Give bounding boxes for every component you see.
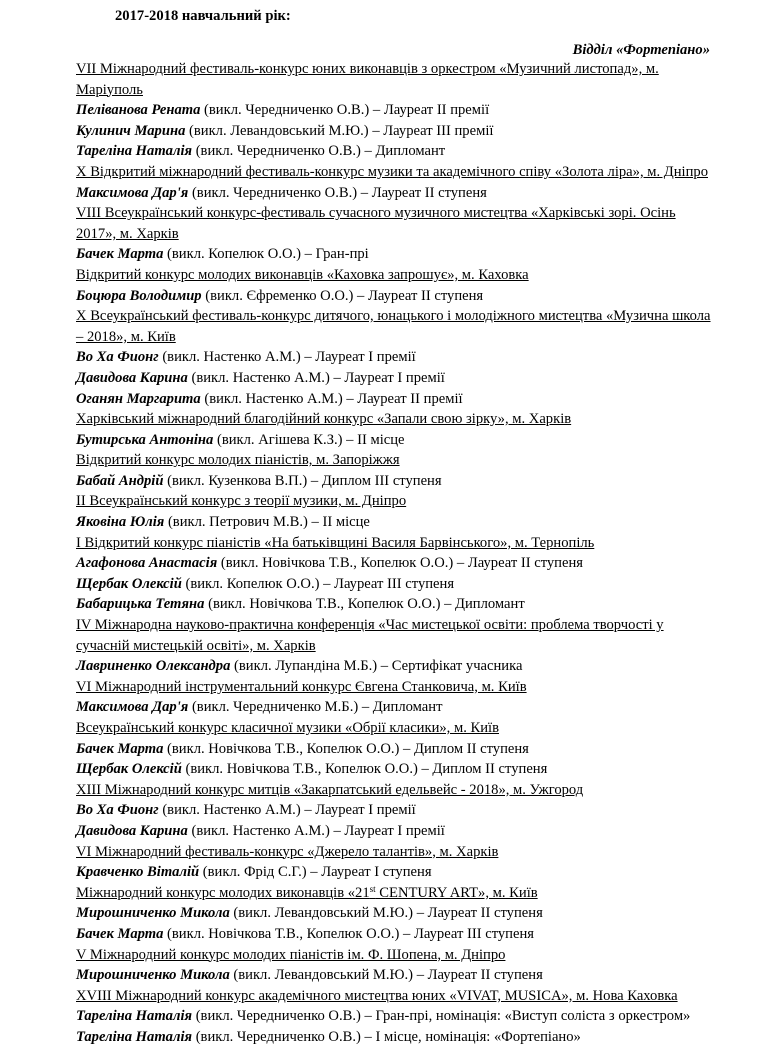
- student-name: Боцюра Володимир: [76, 287, 202, 304]
- competition-title: [76, 780, 712, 801]
- student-name: Бачек Марта: [76, 925, 164, 942]
- award-details: (викл. Новічкова Т.В., Копелюк О.О.) – Дипломант: [204, 596, 525, 613]
- result-line: [76, 697, 712, 718]
- competition-title-text: [76, 885, 538, 901]
- competition-title: [76, 409, 712, 430]
- student-name: Тареліна Наталія: [76, 143, 193, 160]
- competition-title-text: І Відкритий конкурс піаністів «На батьківщині Василя Барвінського», м. Тернопіль: [76, 534, 595, 551]
- result-line: [76, 141, 712, 162]
- result-line: [76, 656, 712, 677]
- student-name: Максимова Дар'я: [76, 699, 189, 716]
- result-line: [76, 389, 712, 410]
- competition-title: [76, 883, 712, 904]
- competition-title: [76, 306, 712, 347]
- competition-title: [76, 718, 712, 739]
- student-name: Бабарицька Тетяна: [76, 596, 205, 613]
- award-details: (викл. Копелюк О.О.) – Гран-прі: [163, 246, 369, 263]
- result-line: [76, 903, 712, 924]
- award-details: (викл. Кузенкова В.П.) – Диплом ІІІ ступеня: [163, 472, 442, 489]
- competition-title-text: Х Всеукраїнський фестиваль-конкурс дитячого, юнацького і молодіжного мистецтва «Музична школа – 2018», м. Київ: [76, 308, 711, 345]
- result-line: [76, 759, 712, 780]
- result-line: [76, 121, 712, 142]
- result-line: [76, 553, 712, 574]
- student-name: Мирошниченко Микола: [76, 905, 230, 922]
- result-line: [76, 924, 712, 945]
- student-name: Во Ха Фионг: [76, 802, 159, 819]
- competition-title-text: IV Міжнародна науково-практична конференція «Час мистецької освіти: проблема творчості у сучасній мистецькій освіті», м. Харків: [76, 617, 664, 654]
- competition-title: [76, 842, 712, 863]
- competition-title-text: Всеукраїнський конкурс класичної музики «Обрії класики», м. Київ: [76, 720, 499, 736]
- result-line: [76, 965, 712, 986]
- competition-title: [76, 203, 712, 244]
- competition-title-text: V Міжнародний конкурс молодих піаністів ім. Ф. Шопена, м. Дніпро: [76, 946, 506, 963]
- competition-title: [76, 162, 712, 183]
- student-name: Максимова Дар'я: [76, 184, 189, 201]
- student-name: Во Ха Фионг: [76, 349, 159, 366]
- result-line: [76, 800, 712, 821]
- student-name: Пеліванова Рената: [76, 102, 201, 119]
- award-details: (викл. Чередниченко О.В.) – Гран-прі, номінація: «Виступ соліста з оркестром»: [192, 1008, 691, 1025]
- award-details: (викл. Настенко А.М.) – Лауреат ІІ премії: [200, 390, 463, 407]
- student-name: Бабай Андрій: [76, 472, 164, 489]
- award-details: (викл. Чередниченко М.Б.) – Дипломант: [188, 699, 443, 716]
- competition-title-text: Відкритий конкурс молодих виконавців «Каховка запрошує», м. Каховка: [76, 266, 529, 283]
- result-line: [76, 244, 712, 265]
- award-details: (викл. Чередниченко О.В.) – І місце, номінація: «Фортепіано»: [192, 1028, 581, 1045]
- student-name: Кравченко Віталій: [76, 864, 200, 881]
- competition-title-text: ІІ Всеукраїнський конкурс з теорії музики, м. Дніпро: [76, 493, 407, 510]
- competition-title: [76, 945, 712, 966]
- result-line: [76, 183, 712, 204]
- student-name: Бачек Марта: [76, 740, 164, 757]
- student-name: Оганян Маргарита: [76, 390, 201, 407]
- result-line: [76, 594, 712, 615]
- achievements-list: [76, 59, 712, 1048]
- award-details: (викл. Єфременко О.О.) – Лауреат ІІ ступеня: [201, 287, 484, 304]
- student-name: Кулинич Марина: [76, 122, 186, 139]
- award-details: (викл. Настенко А.М.) – Лауреат І премії: [187, 822, 445, 839]
- competition-title-part: Міжнародний конкурс молодих виконавців «21: [76, 884, 370, 901]
- student-name: Мирошниченко Микола: [76, 967, 230, 984]
- competition-title: [76, 265, 712, 286]
- award-details: (викл. Настенко А.М.) – Лауреат І премії: [187, 369, 445, 386]
- award-details: (викл. Левандовський М.Ю.) – Лауреат ІІ ступеня: [229, 967, 543, 984]
- competition-title-text: ХVІІІ Міжнародний конкурс академічного мистецтва юних «VIVAT, MUSICA», м. Нова Каховка: [76, 987, 678, 1004]
- award-details: (викл. Левандовський М.Ю.) – Лауреат ІІІ премії: [185, 122, 494, 139]
- award-details: (викл. Новічкова Т.В., Копелюк О.О.) – Диплом ІІ ступеня: [163, 740, 529, 757]
- result-line: [76, 862, 712, 883]
- result-line: [76, 512, 712, 533]
- result-line: [76, 368, 712, 389]
- competition-title: [76, 677, 712, 698]
- competition-title: [76, 986, 712, 1007]
- student-name: Давидова Карина: [76, 369, 188, 386]
- competition-title-text: VI Міжнародний інструментальний конкурс Євгена Станковича, м. Київ: [76, 678, 527, 695]
- award-details: (викл. Копелюк О.О.) – Лауреат ІІІ ступеня: [181, 575, 455, 592]
- result-line: [76, 1027, 712, 1048]
- competition-title-part: CENTURY ART», м. Київ: [375, 884, 538, 901]
- award-details: (викл. Настенко А.М.) – Лауреат І премії: [158, 349, 416, 366]
- result-line: [76, 286, 712, 307]
- result-line: [76, 430, 712, 451]
- competition-title-text: VI Міжнародний фестиваль-конкурс «Джерело талантів», м. Харків: [76, 843, 499, 860]
- student-name: Тареліна Наталія: [76, 1028, 193, 1045]
- competition-title-text: Х Відкритий міжнародний фестиваль-конкурс музики та академічного співу «Золота ліра», м. Дніпро: [76, 163, 708, 180]
- award-details: (викл. Фрід С.Г.) – Лауреат І ступеня: [199, 864, 432, 881]
- student-name: Бачек Марта: [76, 246, 164, 263]
- student-name: Тареліна Наталія: [76, 1008, 193, 1025]
- student-name: Бутирська Антоніна: [76, 431, 214, 448]
- competition-title: [76, 450, 712, 471]
- award-details: (викл. Настенко А.М.) – Лауреат І премії: [158, 802, 416, 819]
- result-line: [76, 739, 712, 760]
- result-line: [76, 471, 712, 492]
- competition-title-text: Харківський міжнародний благодійний конкурс «Запали свою зірку», м. Харків: [76, 411, 572, 428]
- result-line: [76, 821, 712, 842]
- award-details: (викл. Лупандіна М.Б.) – Сертифікат учасника: [230, 658, 523, 675]
- award-details: (викл. Чередниченко О.В.) – Лауреат ІІ ступеня: [188, 184, 487, 201]
- competition-title: [76, 491, 712, 512]
- award-details: (викл. Агішева К.З.) – ІІ місце: [213, 431, 405, 448]
- competition-title: [76, 533, 712, 554]
- result-line: [76, 100, 712, 121]
- competition-title-text: VIII Всеукраїнський конкурс-фестиваль сучасного музичного мистецтва «Харківські зорі. Осінь 2017», м. Харків: [76, 205, 676, 242]
- student-name: Давидова Карина: [76, 822, 188, 839]
- competition-title: [76, 615, 712, 656]
- student-name: Яковіна Юлія: [76, 514, 165, 531]
- award-details: (викл. Новічкова Т.В., Копелюк О.О.) – Диплом ІІ ступеня: [181, 761, 548, 778]
- award-details: (викл. Чередниченко О.В.) – Дипломант: [192, 143, 446, 160]
- student-name: Щербак Олексій: [76, 761, 182, 778]
- award-details: (викл. Левандовський М.Ю.) – Лауреат ІІ ступеня: [229, 905, 543, 922]
- result-line: [76, 347, 712, 368]
- award-details: (викл. Новічкова Т.В., Копелюк О.О.) – Лауреат ІІ ступеня: [217, 555, 583, 572]
- competition-title-text: Відкритий конкурс молодих піаністів, м. Запоріжжя: [76, 452, 400, 469]
- result-line: [76, 574, 712, 595]
- competition-title-text: ХІІІ Міжнародний конкурс митців «Закарпатський едельвейс - 2018», м. Ужгород: [76, 781, 584, 798]
- competition-title-part: st: [369, 883, 376, 894]
- student-name: Лавриненко Олександра: [76, 658, 231, 675]
- result-line: [76, 1006, 712, 1027]
- competition-title-text: VII Міжнародний фестиваль-конкурс юних виконавців з оркестром «Музичний листопад», м. Маріуполь: [76, 61, 659, 98]
- award-details: (викл. Чередниченко О.В.) – Лауреат ІІ премії: [200, 102, 490, 119]
- competition-title: [76, 59, 712, 100]
- award-details: (викл. Новічкова Т.В., Копелюк О.О.) – Лауреат ІІІ ступеня: [163, 925, 534, 942]
- award-details: (викл. Петрович М.В.) – ІІ місце: [164, 514, 370, 531]
- student-name: Агафонова Анастасія: [76, 555, 218, 572]
- department-heading: Відділ «Фортепіано»: [572, 42, 710, 58]
- student-name: Щербак Олексій: [76, 575, 182, 592]
- academic-year-heading: 2017-2018 навчальний рік:: [115, 8, 291, 24]
